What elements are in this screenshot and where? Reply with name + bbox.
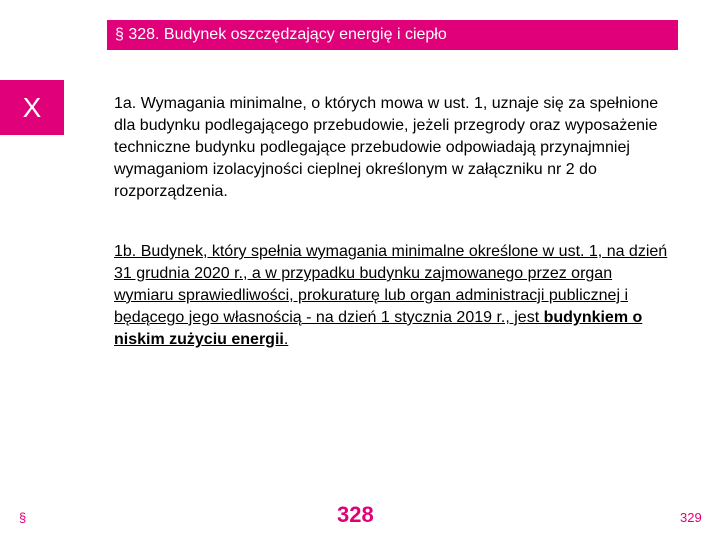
footer-page-number: 329 [680, 510, 702, 525]
footer-section-number: 328 [337, 502, 374, 527]
paragraph-1b [114, 241, 674, 351]
paragraph-1a: 1a. Wymagania minimalne, o których mowa w ust. 1, uznaje się za spełnione dla budynku podlegającego przebudowie, jeżeli przegrody oraz wyposażenie techniczne budynku podlegające przebudowie odpowiadają przynajmniej wymaganiom izolacyjności cieplnej określonym w załączniku nr 2 do rozporządzenia. [114, 95, 659, 200]
paragraph-1b-bold: budynkiem o niskim zużyciu energii [114, 309, 643, 348]
paragraph-1b-text: 1b. Budynek, który spełnia wymagania minimalne określone w ust. 1, na dzień 31 grudnia 2020 r., a w przypadku budynku zajmowanego przez organ wymiaru sprawiedliwości, prokuraturę lub organ administracji publicznej i będącego jego własnością - na dzień 1 stycznia 2019 r., jest [114, 243, 668, 326]
footer-section-symbol: § [19, 510, 27, 525]
slide-title: § 328. Budynek oszczędzający energię i ciepło [107, 20, 678, 50]
paragraph-1b-end: . [283, 331, 289, 348]
side-marker-box: X [0, 80, 64, 135]
